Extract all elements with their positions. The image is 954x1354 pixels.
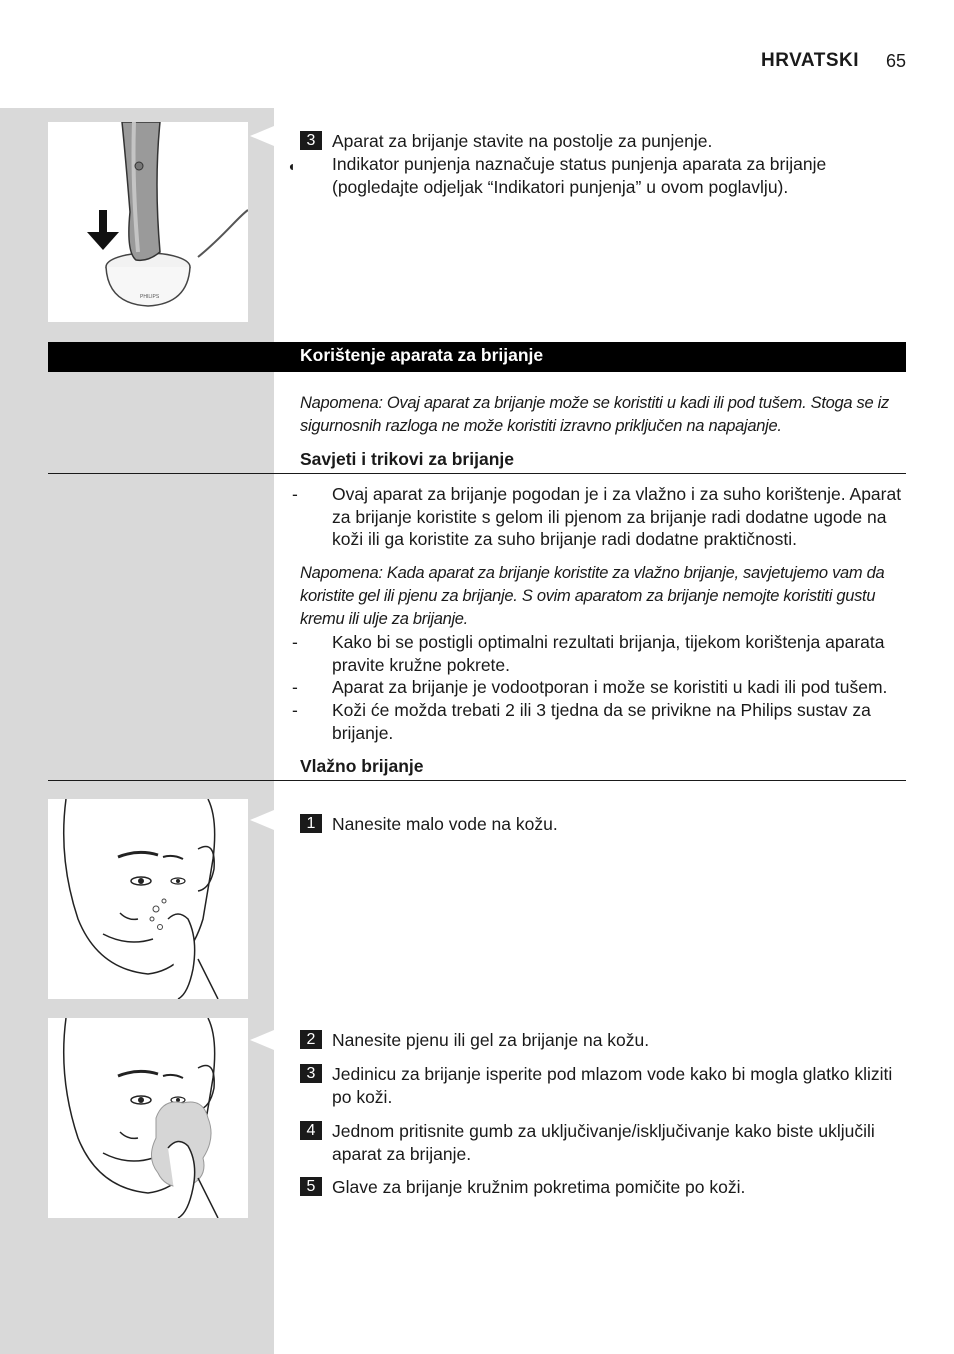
tip-item <box>292 631 906 676</box>
result-bullet-icon: ◖ <box>287 158 296 174</box>
wet-step-text: Nanesite malo vode na kožu. <box>332 814 558 834</box>
usage-note: Napomena: Ovaj aparat za brijanje može se koristiti u kadi ili pod tušem. Stoga se iz sigurnosnih razloga ne može koristiti izravno priključen na napajanje. <box>300 394 889 435</box>
tip-text: Koži će možda trebati 2 ili 3 tjedna da se privikne na Philips sustav za brijanje. <box>332 700 871 743</box>
tip-item <box>292 676 906 699</box>
charging-step-text: Aparat za brijanje stavite na postolje za punjenje. <box>332 131 713 151</box>
tip-item <box>292 699 906 744</box>
stand-brand-logo: PHILIPS <box>140 294 160 300</box>
wet-step-text: Jednom pritisnite gumb za uključivanje/isključivanje kako biste uključili aparat za brijanje. <box>332 1121 875 1164</box>
wet-step-text: Nanesite pjenu ili gel za brijanje na kožu. <box>332 1030 650 1050</box>
wet-step <box>300 1176 906 1199</box>
language-label: HRVATSKI <box>761 50 859 71</box>
shaver-on-stand-drawing <box>48 122 248 322</box>
tip-text: Ovaj aparat za brijanje pogodan je i za vlažno i za suho korištenje. Aparat za brijanje koristite s gelom ili pjenom za brijanje radi dodatne ugode na koži ili ga koristite za suho brijanje radi dodatne praktičnosti. <box>332 484 902 549</box>
tips-divider <box>48 473 906 474</box>
charging-result <box>287 153 906 198</box>
wet-step <box>300 1029 906 1052</box>
section-title: Korištenje aparata za brijanje <box>300 345 544 365</box>
wet-step <box>300 813 906 836</box>
page-number: 65 <box>885 51 906 71</box>
wet-shaving-divider <box>48 780 906 781</box>
face-foam-illustration <box>48 1018 248 1218</box>
tip-item <box>292 483 906 551</box>
tip-text: Aparat za brijanje je vodootporan i može se koristiti u kadi ili pod tušem. <box>332 677 888 697</box>
step-number-badge: 1 <box>300 814 322 833</box>
tip-text: Kako bi se postigli optimalni rezultati brijanja, tijekom korištenja aparata pravite kružne pokrete. <box>332 632 885 675</box>
dash-marker: - <box>292 677 298 697</box>
image-pointer <box>250 126 274 146</box>
charging-step <box>300 130 906 153</box>
step-number-badge: 4 <box>300 1121 322 1140</box>
wet-shaving-title: Vlažno brijanje <box>300 756 424 776</box>
tips-note: Napomena: Kada aparat za brijanje koristite za vlažno brijanje, savjetujemo vam da koristite gel ili pjenu za brijanje. S ovim aparatom za brijanje nemojte koristiti gustu kremu ili ulje za brijanje. <box>300 564 885 628</box>
image-pointer <box>250 810 274 830</box>
face-foam-drawing <box>48 1018 248 1218</box>
dash-marker: - <box>292 632 298 652</box>
wet-step <box>300 1120 906 1165</box>
shaver-charging-illustration <box>48 122 248 322</box>
step-number-badge: 3 <box>300 131 322 150</box>
step-number-badge: 2 <box>300 1030 322 1049</box>
charging-result-text: Indikator punjenja naznačuje status punjenja aparata za brijanje (pogledajte odjeljak “Indikatori punjenja” u ovom poglavlju). <box>332 154 827 197</box>
face-water-drawing <box>48 799 248 999</box>
step-number-badge: 5 <box>300 1177 322 1196</box>
dash-marker: - <box>292 484 298 504</box>
image-pointer <box>250 1030 274 1050</box>
face-water-illustration <box>48 799 248 999</box>
step-number-badge: 3 <box>300 1064 322 1083</box>
tips-title: Savjeti i trikovi za brijanje <box>300 449 514 469</box>
wet-step <box>300 1063 906 1108</box>
wet-step-text: Glave za brijanje kružnim pokretima pomičite po koži. <box>332 1177 746 1197</box>
dash-marker: - <box>292 700 298 720</box>
wet-step-text: Jedinicu za brijanje isperite pod mlazom vode kako bi mogla glatko kliziti po koži. <box>332 1064 893 1107</box>
